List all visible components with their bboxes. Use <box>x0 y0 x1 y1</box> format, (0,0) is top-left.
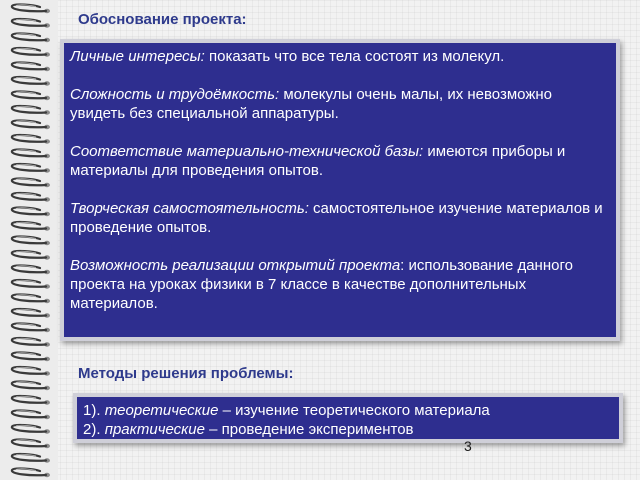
methods-panel <box>73 393 623 443</box>
item-term: Возможность реализации открытий проекта <box>70 257 401 274</box>
justification-panel <box>60 39 620 341</box>
justification-item-implementation <box>70 256 608 313</box>
item-text: самостоятельное изучение материалов и проведение опытов. <box>70 200 603 236</box>
method-item-practical <box>83 420 611 439</box>
method-item-theoretical <box>83 401 611 420</box>
item-term: практические <box>104 421 205 438</box>
item-text: : использование данного проекта на уроках физики в 7 классе в качестве дополнительных материалов. <box>70 257 573 312</box>
item-prefix: 2). <box>83 421 105 438</box>
item-prefix: 1). <box>83 402 105 419</box>
item-text: – проведение экспериментов <box>204 421 414 438</box>
item-text: имеются приборы и материалы для проведения опытов. <box>70 143 566 179</box>
item-text: – изучение теоретического материала <box>218 402 490 419</box>
section-heading-methods: Методы решения проблемы: <box>78 365 294 382</box>
item-term: Сложность и трудоёмкость: <box>70 86 280 103</box>
item-term: теоретические <box>104 402 219 419</box>
justification-item-complexity <box>70 85 608 123</box>
justification-item-material-base <box>70 142 608 180</box>
justification-item-personal-interest <box>70 47 608 66</box>
item-term: Творческая самостоятельность: <box>70 200 309 217</box>
item-term: Соответствие материально-технической базы: <box>70 143 424 160</box>
justification-item-creative-independence <box>70 199 608 237</box>
spiral-binding <box>0 0 58 480</box>
item-text: молекулы очень малы, их невозможно увидеть без специальной аппаратуры. <box>70 86 553 122</box>
page-number: 3 <box>464 438 472 454</box>
item-text: показать что все тела состоят из молекул. <box>204 48 505 65</box>
section-heading-justification: Обоснование проекта: <box>78 11 247 28</box>
item-term: Личные интересы: <box>70 48 205 65</box>
